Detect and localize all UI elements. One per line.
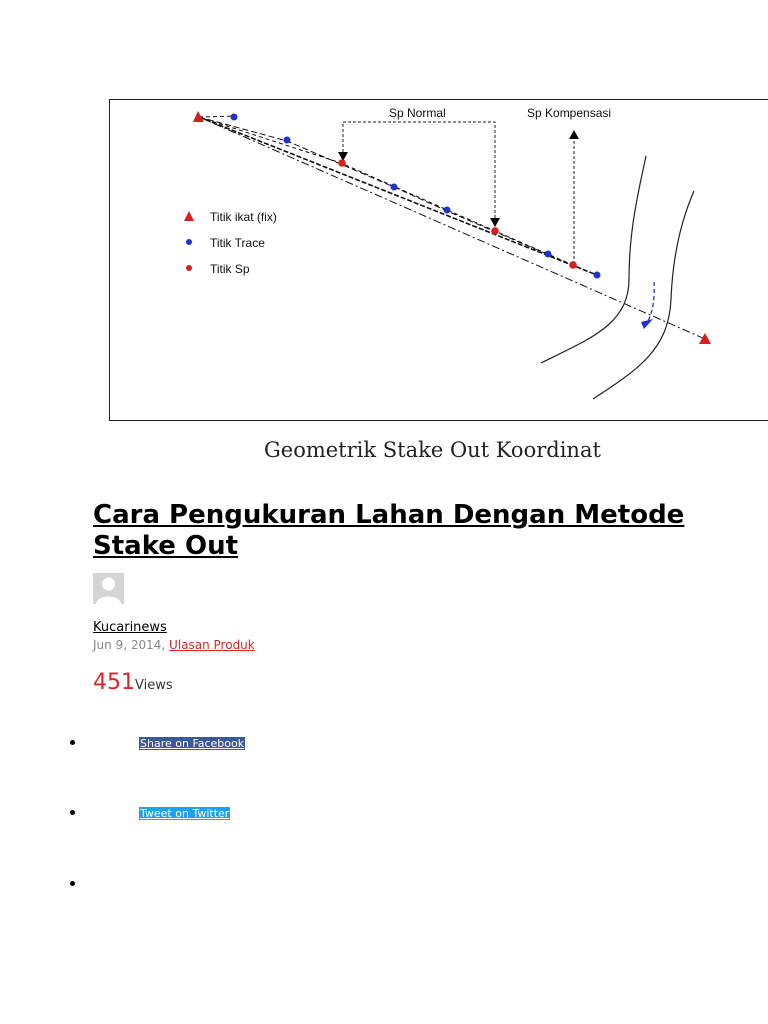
sp-point bbox=[569, 261, 577, 269]
share-facebook-button[interactable]: Share on Facebook bbox=[140, 737, 245, 750]
legend-label: Titik Sp bbox=[210, 262, 250, 276]
legend-blue-dot-icon bbox=[186, 239, 192, 245]
trace-point bbox=[231, 114, 238, 121]
view-count: 451 bbox=[93, 670, 135, 695]
sp-normal-label: Sp Normal bbox=[389, 106, 446, 120]
list-bullet bbox=[70, 810, 75, 815]
sp-point bbox=[338, 159, 346, 167]
trace-point bbox=[444, 207, 451, 214]
article-title[interactable]: Cara Pengukuran Lahan Dengan Metode Stake Out bbox=[93, 500, 685, 561]
author-avatar[interactable] bbox=[93, 573, 124, 604]
meta-separator: , bbox=[161, 638, 166, 652]
stake-out-diagram bbox=[109, 99, 768, 422]
trace-point bbox=[594, 272, 601, 279]
view-counter bbox=[93, 670, 173, 695]
list-bullet bbox=[70, 881, 75, 886]
post-date: Jun 9, 2014 bbox=[93, 638, 162, 652]
share-twitter-button[interactable]: Tweet on Twitter bbox=[140, 807, 230, 820]
legend-red-dot-icon bbox=[186, 265, 192, 271]
author-name[interactable]: Kucarinews bbox=[93, 620, 167, 635]
sp-kompensasi-label: Sp Kompensasi bbox=[527, 106, 612, 120]
figure-caption-text: Geometrik Stake Out Koordinat bbox=[264, 438, 601, 462]
post-meta bbox=[93, 638, 255, 652]
legend-label: Titik ikat (fix) bbox=[210, 210, 277, 224]
list-bullet bbox=[70, 740, 75, 745]
category-link[interactable]: Ulasan Produk bbox=[169, 638, 255, 652]
legend-label: Titik Trace bbox=[210, 236, 265, 250]
trace-point bbox=[284, 137, 291, 144]
sp-point bbox=[491, 227, 499, 235]
trace-point bbox=[545, 251, 552, 258]
trace-point bbox=[391, 184, 398, 191]
view-label: Views bbox=[135, 678, 173, 693]
figure-caption bbox=[0, 438, 768, 462]
avatar-person-icon bbox=[93, 573, 124, 604]
